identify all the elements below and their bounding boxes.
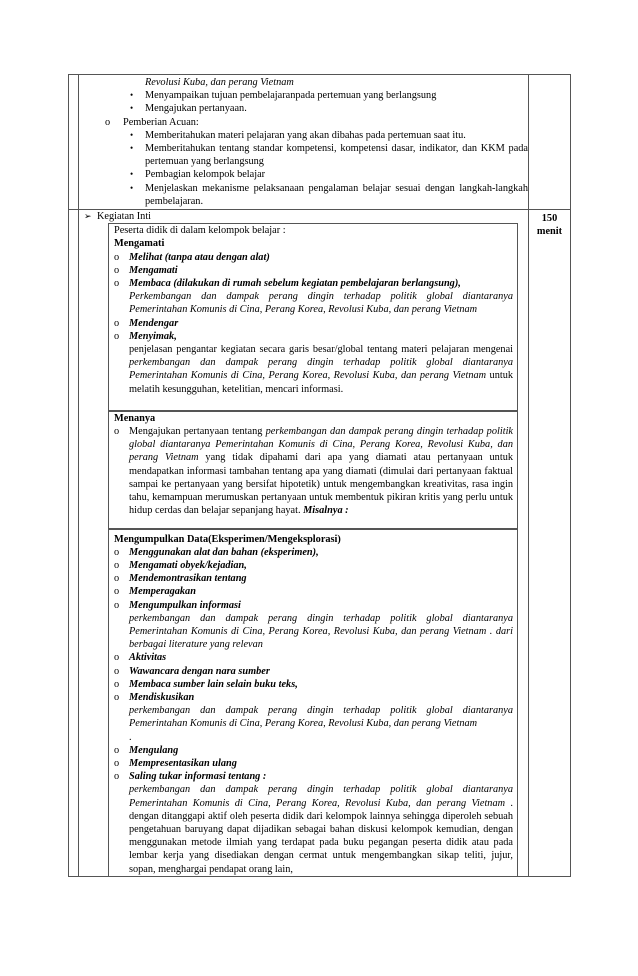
circle-bullet-icon: o (114, 264, 120, 276)
list-item: o Aktivitas (114, 652, 167, 664)
list-item: o Melihat (tanpa atau dengan alat) (114, 251, 270, 263)
mengumpulkan-box (108, 529, 518, 876)
list-item: o Mendengar (114, 317, 179, 329)
bullet-item: • Memberitahukan materi pelajaran yang akan dibahas pada pertemuan saat itu. (130, 129, 466, 141)
list-item: o Mendiskusikan perkembangan dan dampak perang dingin terhadap politik global diantaranya Pemerintahan Komunis di Cina, Perang Korea, Revolusi Kuba, dan perang Vietnam . (114, 691, 513, 743)
circle-bullet-icon: o (114, 691, 120, 703)
list-item: o Menyimak, penjelasan pengantar kegiatan secara garis besar/global tentang materi pelajaran mengenai perkembangan dan dampak perang dingin terhadap politik global diantaranya Pemerintahan Komunis di Cina, Perang Korea, Revolusi Kuba, dan perang Vietnam untuk melatih kesungguhan, ketelitian, mencari informasi. (114, 330, 514, 395)
circle-bullet-icon: o (114, 744, 120, 756)
circle-bullet-icon: o (114, 546, 120, 558)
kegiatan-inti-heading: ➢ Kegiatan Inti (84, 211, 152, 223)
row-gutter-cell (69, 210, 79, 877)
circle-bullet-icon: o (114, 665, 120, 677)
menanya-box (108, 411, 518, 529)
circle-bullet-icon: o (114, 652, 120, 664)
menanya-title: Menanya (114, 412, 156, 424)
bullet-icon: • (130, 169, 134, 180)
circle-bullet-icon: o (114, 426, 120, 438)
inti-duration-cell (529, 210, 571, 877)
bullet-icon: • (130, 103, 134, 114)
continued-line: Revolusi Kuba, dan perang Vietnam (145, 77, 294, 88)
bullet-item: • Menjelaskan mekanisme pelaksanaan pengalaman belajar sesuai dengan langkah-langkah pembelajaran. (130, 182, 528, 207)
circle-bullet-icon: o (114, 278, 120, 290)
row-gutter-cell (69, 75, 79, 210)
intro-content-cell (79, 75, 529, 210)
list-item: o Mengamati (114, 264, 178, 276)
mengamati-box (108, 223, 518, 411)
circle-bullet-icon: o (114, 771, 120, 783)
bullet-item: • Menyampaikan tujuan pembelajaranpada pertemuan yang berlangsung (130, 90, 437, 102)
intro-row (69, 75, 571, 210)
list-item: o Membaca sumber lain selain buku teks, (114, 678, 298, 690)
list-item: o Mendemontrasikan tentang (114, 573, 247, 585)
bullet-item: • Pembagian kelompok belajar (130, 169, 266, 181)
list-item: o Mengamati obyek/kejadian, (114, 559, 247, 571)
list-item: o Menggunakan alat dan bahan (eksperimen), (114, 546, 319, 558)
duration-value: 150 (541, 213, 558, 225)
circle-bullet-icon: o (114, 757, 120, 769)
arrow-bullet-icon: ➢ (84, 211, 92, 222)
duration-unit: menit (536, 226, 563, 238)
list-item: o Mempresentasikan ulang (114, 757, 237, 769)
bullet-item: • Mengajukan pertanyaan. (130, 103, 247, 115)
inti-row (69, 210, 571, 877)
mengumpulkan-title: Mengumpulkan Data(Eksperimen/Mengeksplorasi) (114, 533, 341, 545)
bullet-icon: • (130, 182, 134, 193)
circle-bullet-icon: o (114, 678, 120, 690)
bullet-icon: • (130, 143, 134, 154)
list-item: o Memperagakan (114, 586, 196, 598)
circle-bullet-icon: o (114, 317, 120, 329)
list-item: o Mengajukan pertanyaan tentang perkembangan dan dampak perang dingin terhadap politik global diantaranya Pemerintahan Komunis di Cina, Perang Korea, Revolusi Kuba, dan perang Vietnam yang tidak dipahami dari apa yang diamati atau pertanyaan untuk mendapatkan informasi tambahan tentang apa yang diamati (dimulai dari pertanyaan faktual sampai ke pertanyaan yang bersifat hipotetik) untuk mengembangkan kreativitas, rasa ingin tahu, kemampuan merumuskan pertanyaan untuk membentuk pikiran kritis yang perlu untuk hidup cerdas dan belajar sepanjang hayat. Misalnya : (114, 426, 513, 517)
circle-bullet-icon: o (114, 559, 120, 571)
lesson-plan-table (68, 74, 571, 877)
circle-bullet-icon: o (114, 586, 120, 598)
intro-line: Peserta didik di dalam kelompok belajar : (114, 225, 286, 237)
bullet-icon: • (130, 90, 134, 101)
intro-duration-cell (529, 75, 571, 210)
circle-bullet-icon: o (114, 251, 120, 263)
circle-bullet-icon: o (114, 573, 120, 585)
list-item: o Membaca (dilakukan di rumah sebelum kegiatan pembelajaran berlangsung), Perkembangan dan dampak perang dingin terhadap politik global diantaranya Pemerintahan Komunis di Cina, Perang Korea, Revolusi Kuba, dan perang Vietnam (114, 278, 513, 316)
circle-bullet-icon: o (105, 116, 111, 128)
inti-content-cell (79, 210, 529, 877)
bullet-item: • Memberitahukan tentang standar kompetensi, kompetensi dasar, indikator, dan KKM pada pertemuan yang berlangsung (130, 143, 528, 168)
list-item: o Mengumpulkan informasi perkembangan dan dampak perang dingin terhadap politik global diantaranya Pemerintahan Komunis di Cina, Perang Korea, Revolusi Kuba, dan perang Vietnam . dari berbagai literature yang relevan (114, 599, 513, 651)
mengamati-title: Mengamati (114, 238, 165, 250)
acuan-item: o Pemberian Acuan: (105, 116, 199, 128)
list-item: o Wawancara dengan nara sumber (114, 665, 270, 677)
bullet-icon: • (130, 129, 134, 140)
circle-bullet-icon: o (114, 599, 120, 611)
list-item: o Saling tukar informasi tentang : perkembangan dan dampak perang dingin terhadap politik global diantaranya Pemerintahan Komunis di Cina, Perang Korea, Revolusi Kuba, dan perang Vietnam . dengan ditanggapi aktif oleh peserta didik dari kelompok lainnya sehingga diperoleh sebuah pengetahuan baruyang dapat dijadikan sebagai bahan diskusi kelompok kemudian, dengan menggunakan metode ilmiah yang terdapat pada buku pegangan peserta didik atau pada lembar kerja yang disediakan dengan cermat untuk mengembangkan sikap teliti, jujur, sopan, menghargai pendapat orang lain, (114, 771, 513, 875)
list-item: o Mengulang (114, 744, 179, 756)
circle-bullet-icon: o (114, 330, 120, 342)
